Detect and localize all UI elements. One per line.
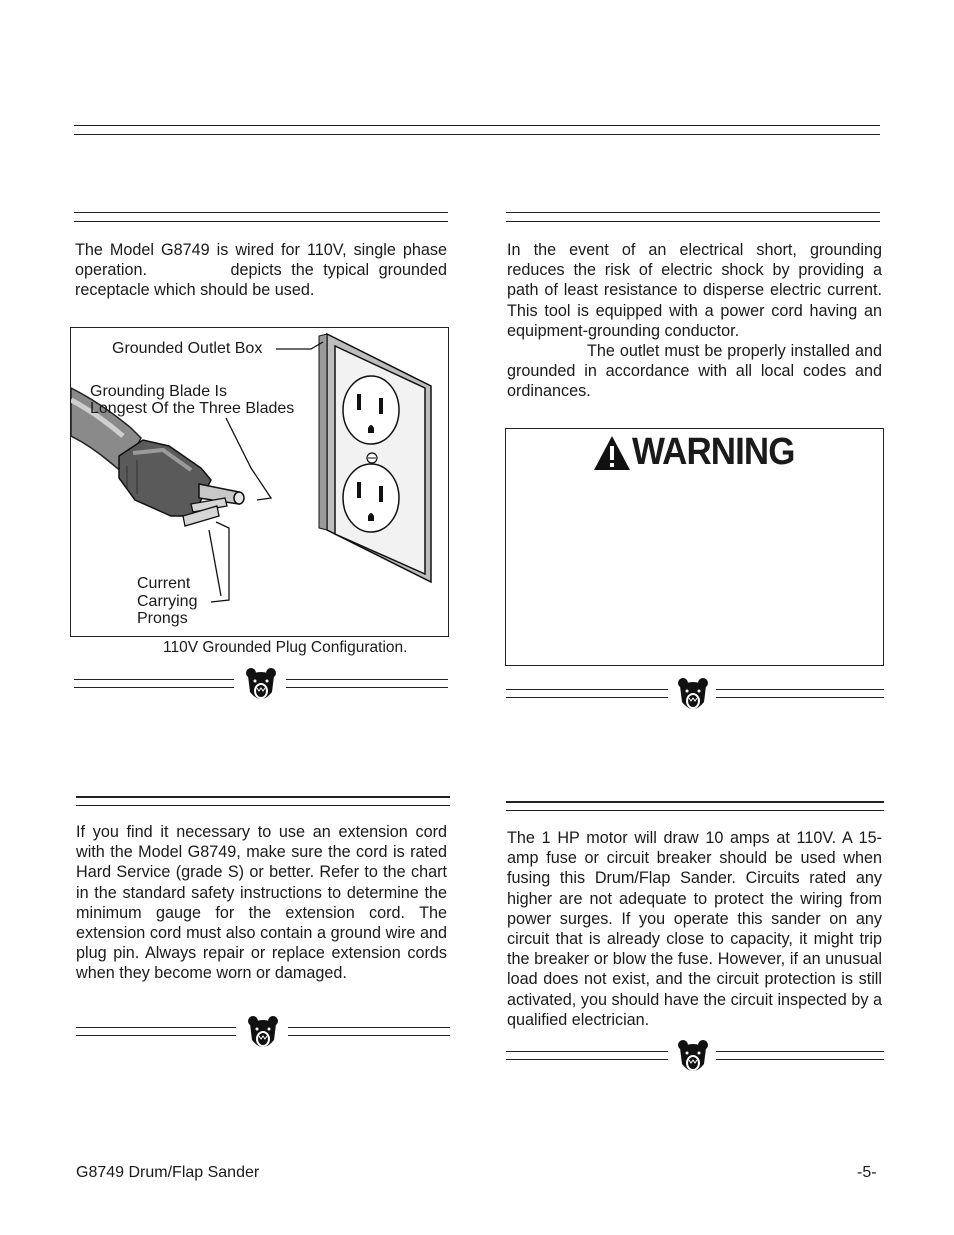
section-rule-extension-top [76, 796, 450, 798]
section-rule-power-bottom [74, 221, 448, 222]
bear-logo-icon [676, 676, 710, 714]
extension-cord-text: If you find it necessary to use an extension cord with the Model G8749, make sure the cord is rated Hard Service (grade S) or better. Refer to the chart in the standard safety instructions to determine the minimum gauge for the extension cord. The extension cord must also contain a ground wire and plug pin. Always repair or replace extension cords when they become worn or damaged. [76, 823, 447, 983]
warning-title: WARNING [632, 431, 795, 473]
section-rule-power-top [74, 212, 448, 213]
header-rule-bottom [74, 134, 880, 135]
bear-divider [506, 678, 884, 710]
power-intro-text: The Model G8749 is wired for 110V, single phase operation. depicts the typical grounded receptacle which should be used. [75, 241, 448, 300]
bear-logo-icon [246, 1014, 280, 1052]
figure-caption: 110V Grounded Plug Configuration. [163, 639, 408, 656]
section-rule-extension-bottom [76, 805, 450, 806]
grounded-plug-figure [70, 327, 449, 637]
bear-logo-icon [676, 1038, 710, 1076]
section-rule-circuit-top [506, 801, 884, 803]
section-rule-grounding-bottom [506, 221, 880, 222]
warning-box [505, 428, 884, 666]
bear-divider [506, 1040, 884, 1072]
label-grounding-blade-line1: Grounding Blade Is [90, 383, 227, 400]
label-grounding-blade-line2: Longest Of the Three Blades [90, 400, 295, 417]
header-rule-top [74, 125, 880, 126]
bear-divider [74, 668, 448, 700]
label-grounded-outlet-box: Grounded Outlet Box [112, 340, 263, 357]
grounding-text: In the event of an electrical short, grounding reduces the risk of electric shock by providing a path of least resistance to disperse electric current. This tool is equipped with a power cord having an equipment-grounding conductor. The outlet must be properly installed and grounded in accordance with all local codes and ordinances. [507, 241, 882, 401]
plug-outlet-illustration [71, 328, 448, 636]
warning-triangle-icon [593, 435, 631, 471]
footer-model: G8749 Drum/Flap Sander [76, 1164, 260, 1181]
circuit-text: The 1 HP motor will draw 10 amps at 110V. A 15-amp fuse or circuit breaker should be used when fusing this Drum/Flap Sander. Circuits rated any higher are not adequate to protect the wiring from power surges. If you operate this sander on any circuit that is already close to capacity, it might trip the breaker or blow the fuse. However, if an unusual load does not exist, and the circuit protection is still activated, you should have the circuit inspected by a qualified electrician. [507, 829, 882, 1029]
bear-logo-icon [244, 666, 278, 704]
label-prongs-line3: Prongs [137, 610, 188, 627]
label-prongs-line2: Carrying [137, 593, 198, 610]
bear-divider [76, 1016, 450, 1048]
label-prongs-line1: Current [137, 575, 191, 592]
section-rule-grounding-top [506, 212, 880, 213]
section-rule-circuit-bottom [506, 810, 884, 811]
footer-page-number: -5- [857, 1164, 877, 1181]
